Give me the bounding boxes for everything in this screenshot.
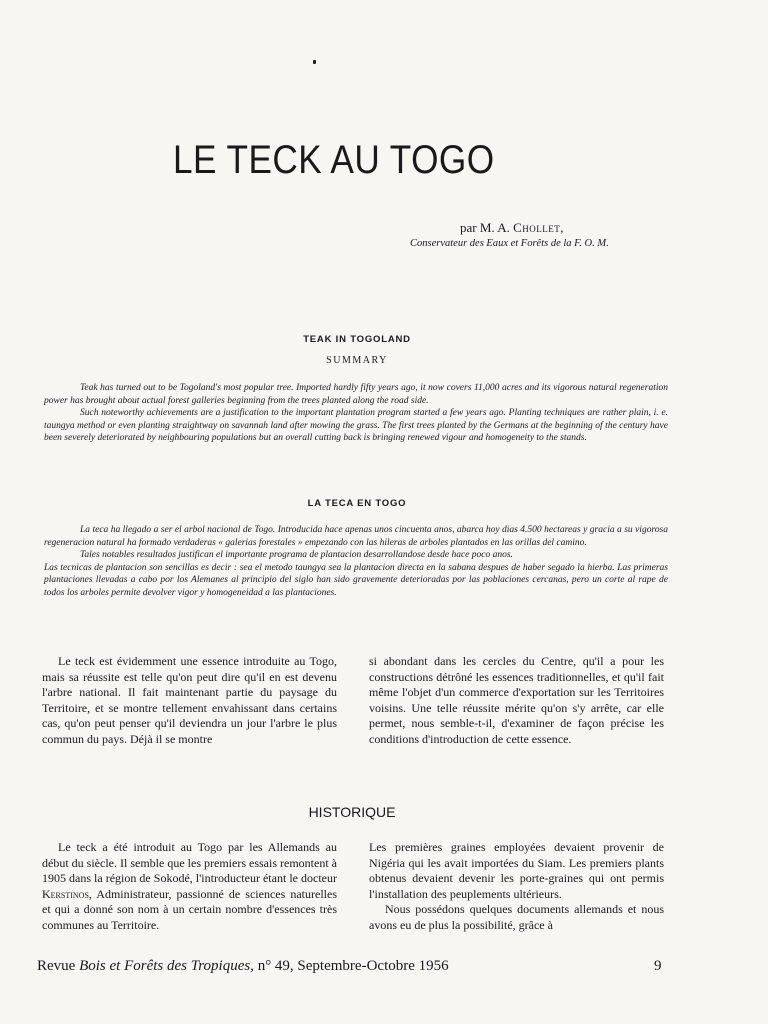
english-summary-heading: TEAK IN TOGOLAND [303,334,411,345]
english-summary-paragraph: Such noteworthy achievements are a justification to the important plantation program started a few years ago. Planting techniques are rather plain, i. e. taungya method or even planting straightway on savannah land after mowing the grass. The first trees planted by the Germans at the beginning of the century have been severely deteriorated by neighbouring populations but an overall cutting back is bringing renewed vigour and homogeneity to the stands. [44,408,668,444]
spanish-summary-paragraph: Tales notables resultados justifican el importante programa de plantacion desarrollandose desde hace poco anos. [80,550,513,561]
intro-paragraph: Le teck est évidemment une essence introduite au Togo, mais sa réussite est telle qu'on peut dire qu'il en est devenu l'arbre national. Il fait maintenant partie du paysage du Territoire, et se montre tellement envahissant dans certains cas, qu'on peut penser qu'il deviendra un jour l'arbre le plus commun du pays. Déjà il se montre [42,654,337,746]
historique-paragraph: Les premières graines employées devaient provenir de Nigéria qui les avait importées du Siam. Les premiers plants obtenus devaient devenir les porte-graines qui ont permis l'installation des peuplements ultérieurs. [369,840,664,901]
historique-right-column [369,840,664,934]
historique-text-b: , Administrateur, passionné de sciences naturelles et qui a donné son nom à un certain nombre d'essences très communes au Territoire. [42,886,337,932]
historique-paragraph [42,840,337,934]
issue-info: n° 49, Septembre-Octobre 1956 [253,958,449,974]
author-affiliation: Conservateur des Eaux et Forêts de la F. O. M. [410,238,609,249]
english-summary-paragraph: Teak has turned out to be Togoland's most popular tree. Imported hardly fifty years ago, it now covers 11,000 acres and its vigorous natural regeneration power has brought about actual forest galleries beginning from the trees planted along the road side. [44,383,668,406]
article-title: LE TECK AU TOGO [173,138,495,182]
historique-text-a: Le teck a été introduit au Togo par les Allemands au début du siècle. Il semble que les premiers essais remontent à 1905 dans la région de Sokodé, l'introducteur étant le docteur [42,840,337,886]
page-footer [37,958,449,975]
person-name: Kerstinos [42,886,89,901]
english-summary-subheading: SUMMARY [326,355,388,366]
intro-paragraph-continued: si abondant dans les cercles du Centre, qu'il a pour les constructions détrôné les essences traditionnelles, et qu'il fait même l'objet d'un commerce d'exportation sur les Territoires voisins. Une telle réussite mérite qu'on s'y arrête, car elle permet, nous semble-t-il, d'examiner de façon précise les conditions d'introduction de cette essence. [369,654,664,746]
author-name: Chollet, [513,220,565,235]
intro-left-column [42,654,337,748]
spanish-summary-heading: LA TECA EN TOGO [307,498,407,509]
page-number: 9 [654,958,662,974]
footer-prefix: Revue [37,958,80,974]
spanish-summary-paragraph: Las tecnicas de plantacion son sencillas es decir : sea el metodo taungya sea la plantacion directa en la sabana despues de haber segado la hierba. Las primeras plantaciones llevadas a cabo por los Alemanes al principio del siglo han sido gravemente deterioradas por las poblaciones cercanas, pero un corte al rape de todos los arboles permite devolver vigor y homogeneidad a las plantaciones. [44,562,668,598]
author-prefix: par M. A. [460,220,514,235]
author-byline [460,220,564,236]
historique-paragraph: Nous possédons quelques documents allemands et nous avons eu de plus la possibilité, grâce à [369,902,664,932]
spanish-summary [44,524,668,600]
intro-right-column [369,654,664,748]
english-summary [44,382,668,445]
historique-heading: HISTORIQUE [308,804,396,820]
journal-name: Bois et Forêts des Tropiques, [79,958,254,974]
historique-left-column [42,840,337,934]
spanish-summary-paragraph: La teca ha llegado a ser el arbol nacional de Togo. Introducida hace apenas unos cincuenta anos, abarca hoy dias 4.500 hectareas y gracia a su vigorosa regeneracion natural ha formado verdaderas « galerias forestales » empezando con las hileras de arboles plantados en las orillas del camino. [44,525,668,548]
print-speck [313,60,316,64]
